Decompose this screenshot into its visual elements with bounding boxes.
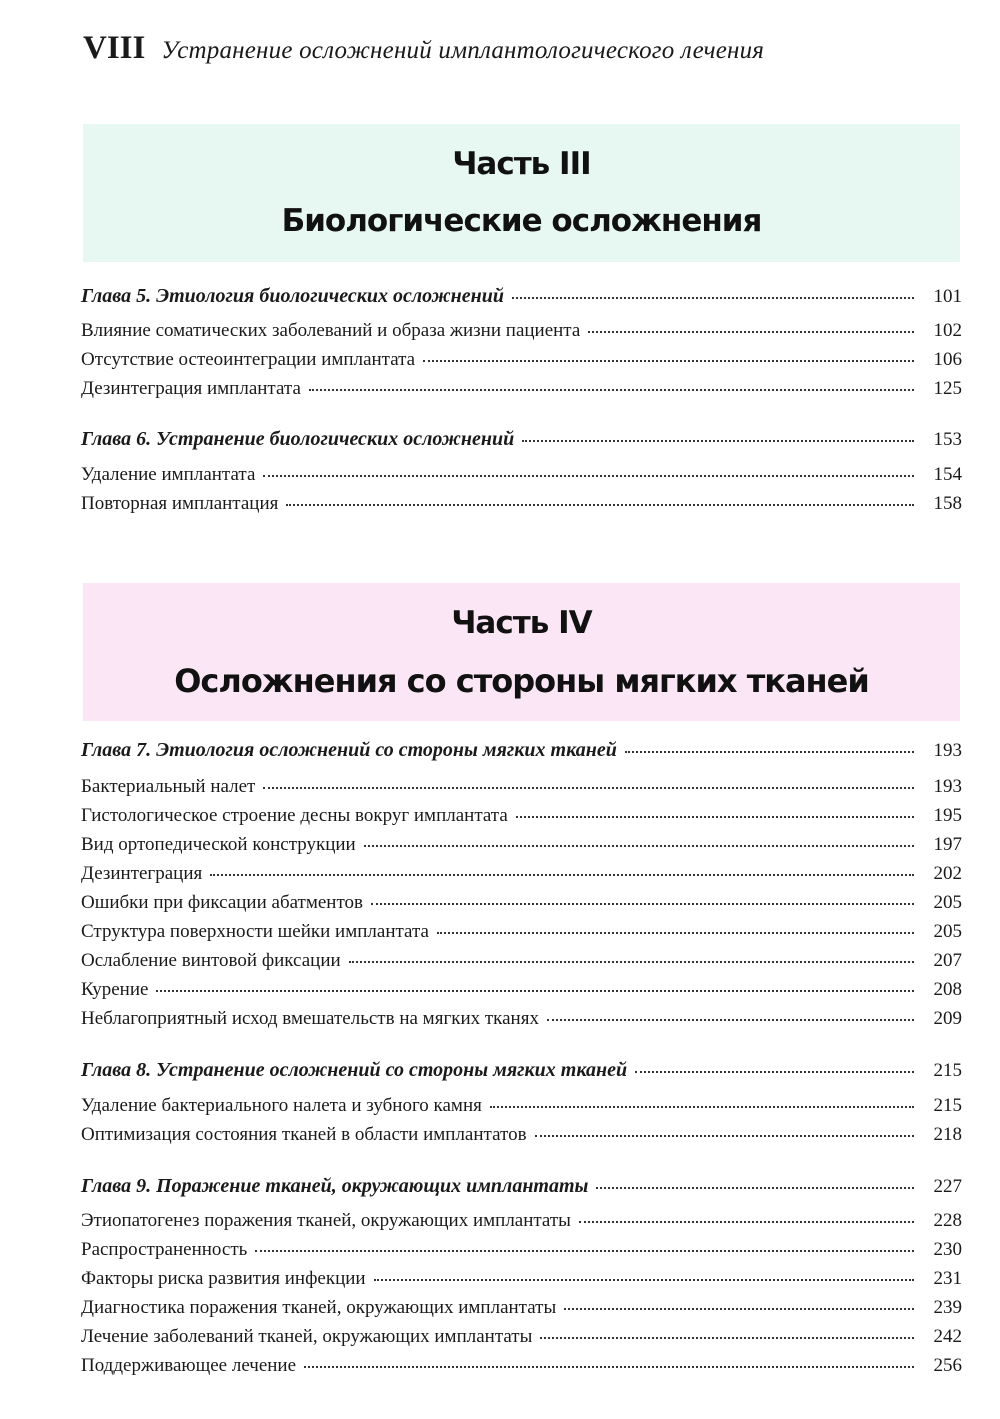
toc-entry[interactable] bbox=[81, 1268, 962, 1290]
toc-page-number: 230 bbox=[933, 1239, 962, 1260]
toc-page-number: 208 bbox=[933, 979, 962, 1000]
toc-page-number: 239 bbox=[933, 1297, 962, 1318]
leader-dots bbox=[635, 1071, 914, 1073]
leader-dots bbox=[156, 990, 914, 992]
toc-entry-label: Факторы риска развития инфекции bbox=[81, 1268, 366, 1289]
toc-chapter-label: Глава 9. Поражение тканей, окружающих имплантаты bbox=[81, 1175, 589, 1197]
toc-entry-label: Лечение заболеваний тканей, окружающих имплантаты bbox=[81, 1326, 533, 1347]
toc-page-number: 215 bbox=[933, 1095, 962, 1116]
leader-dots bbox=[286, 504, 914, 506]
leader-dots bbox=[625, 751, 914, 753]
toc-page-number: 207 bbox=[933, 950, 962, 971]
toc-entry-label: Поддерживающее лечение bbox=[81, 1355, 297, 1376]
toc-entry[interactable] bbox=[81, 892, 962, 914]
toc-entry-label: Повторная имплантация bbox=[81, 493, 279, 514]
toc-entry-label: Диагностика поражения тканей, окружающих имплантаты bbox=[81, 1297, 557, 1318]
toc-page-number: 125 bbox=[933, 378, 962, 399]
toc-entry[interactable] bbox=[81, 834, 962, 856]
part-3-banner bbox=[83, 124, 960, 262]
toc-entry[interactable] bbox=[81, 349, 962, 371]
toc-entry[interactable] bbox=[81, 320, 962, 342]
toc-entry[interactable] bbox=[81, 863, 962, 885]
leader-dots bbox=[210, 874, 914, 876]
toc-page-number: 256 bbox=[933, 1355, 962, 1376]
toc-page-number: 193 bbox=[933, 740, 962, 761]
toc-page-number: 227 bbox=[933, 1176, 962, 1197]
leader-dots bbox=[309, 389, 914, 391]
toc-entry[interactable] bbox=[81, 805, 962, 827]
toc-entry[interactable] bbox=[81, 1008, 962, 1030]
leader-dots bbox=[522, 440, 914, 442]
leader-dots bbox=[304, 1366, 914, 1368]
toc-page-number: 218 bbox=[933, 1124, 962, 1145]
toc-entry-label: Дезинтеграция bbox=[81, 863, 203, 884]
toc-chapter-5[interactable] bbox=[81, 285, 962, 308]
toc-entry[interactable] bbox=[81, 950, 962, 972]
toc-entry-label: Вид ортопедической конструкции bbox=[81, 834, 356, 855]
toc-entry[interactable] bbox=[81, 1355, 962, 1377]
part-4-title: Осложнения со стороны мягких тканей bbox=[174, 661, 869, 700]
toc-page-number: 101 bbox=[933, 286, 962, 307]
toc-chapter-label: Глава 5. Этиология биологических осложнений bbox=[81, 285, 504, 307]
toc-chapter-7[interactable] bbox=[81, 739, 962, 762]
leader-dots bbox=[371, 903, 914, 905]
part-3-number: Часть III bbox=[452, 146, 591, 182]
leader-dots bbox=[579, 1221, 914, 1223]
toc-entry-label: Курение bbox=[81, 979, 149, 1000]
toc-entry-label: Неблагоприятный исход вмешательств на мягких тканях bbox=[81, 1008, 539, 1029]
toc-page-number: 242 bbox=[933, 1326, 962, 1347]
running-head bbox=[83, 30, 963, 70]
part-4-number: Часть IV bbox=[451, 604, 592, 641]
toc-entry[interactable] bbox=[81, 921, 962, 943]
toc-entry[interactable] bbox=[81, 464, 962, 486]
toc-page-number: 231 bbox=[933, 1268, 962, 1289]
toc-entry[interactable] bbox=[81, 1124, 962, 1146]
leader-dots bbox=[423, 360, 914, 362]
toc-page-number: 102 bbox=[933, 320, 962, 341]
leader-dots bbox=[596, 1187, 914, 1189]
toc-entry-label: Дезинтеграция имплантата bbox=[81, 378, 301, 399]
book-title: Устранение осложнений имплантологического лечения bbox=[161, 37, 765, 64]
toc-entry-label: Этиопатогенез поражения тканей, окружающих имплантаты bbox=[81, 1210, 571, 1231]
toc-entry-label: Ослабление винтовой фиксации bbox=[81, 950, 341, 971]
toc-page-number: 106 bbox=[933, 349, 962, 370]
leader-dots bbox=[547, 1019, 914, 1021]
toc-page-number: 209 bbox=[933, 1008, 962, 1029]
leader-dots bbox=[564, 1308, 914, 1310]
toc-chapter-label: Глава 7. Этиология осложнений со стороны мягких тканей bbox=[81, 739, 617, 761]
part-3-title: Биологические осложнения bbox=[281, 203, 762, 239]
toc-entry[interactable] bbox=[81, 979, 962, 1001]
part-4-banner bbox=[83, 583, 960, 721]
toc-page-number: 197 bbox=[933, 834, 962, 855]
toc-entry-label: Структура поверхности шейки имплантата bbox=[81, 921, 429, 942]
leader-dots bbox=[364, 845, 914, 847]
toc-chapter-6[interactable] bbox=[81, 428, 962, 451]
toc-chapter-8[interactable] bbox=[81, 1059, 962, 1082]
toc-entry-label: Распространенность bbox=[81, 1239, 248, 1260]
toc-entry[interactable] bbox=[81, 1239, 962, 1261]
toc-entry[interactable] bbox=[81, 776, 962, 798]
toc-page-number: 228 bbox=[933, 1210, 962, 1231]
toc-page-number: 205 bbox=[933, 921, 962, 942]
toc-page-number: 202 bbox=[933, 863, 962, 884]
leader-dots bbox=[437, 932, 914, 934]
leader-dots bbox=[516, 816, 914, 818]
toc-page-number: 153 bbox=[933, 429, 962, 450]
toc-chapter-9[interactable] bbox=[81, 1175, 962, 1198]
toc-entry-label: Удаление бактериального налета и зубного камня bbox=[81, 1095, 482, 1116]
toc-page-number: 195 bbox=[933, 805, 962, 826]
leader-dots bbox=[535, 1135, 914, 1137]
toc-entry[interactable] bbox=[81, 1210, 962, 1232]
toc-entry[interactable] bbox=[81, 1326, 962, 1348]
toc-page-number: 205 bbox=[933, 892, 962, 913]
toc-entry[interactable] bbox=[81, 378, 962, 400]
leader-dots bbox=[263, 475, 914, 477]
leader-dots bbox=[263, 787, 914, 789]
leader-dots bbox=[490, 1106, 914, 1108]
leader-dots bbox=[512, 297, 914, 299]
toc-entry-label: Удаление имплантата bbox=[81, 464, 256, 485]
toc-entry-label: Ошибки при фиксации абатментов bbox=[81, 892, 364, 913]
leader-dots bbox=[255, 1250, 914, 1252]
toc-entry-label: Гистологическое строение десны вокруг имплантата bbox=[81, 805, 508, 826]
toc-page-number: 154 bbox=[933, 464, 962, 485]
toc-chapter-label: Глава 8. Устранение осложнений со стороны мягких тканей bbox=[81, 1059, 628, 1081]
toc-page-number: 215 bbox=[933, 1060, 962, 1081]
toc-entry[interactable] bbox=[81, 1297, 962, 1319]
page-number-roman: VIII bbox=[83, 30, 146, 66]
leader-dots bbox=[374, 1279, 914, 1281]
toc-entry-label: Отсутствие остеоинтеграции имплантата bbox=[81, 349, 416, 370]
toc-entry-label: Влияние соматических заболеваний и образа жизни пациента bbox=[81, 320, 581, 341]
toc-entry-label: Оптимизация состояния тканей в области имплантатов bbox=[81, 1124, 527, 1145]
toc-page-number: 193 bbox=[933, 776, 962, 797]
toc-entry-label: Бактериальный налет bbox=[81, 776, 256, 797]
toc-entry[interactable] bbox=[81, 493, 962, 515]
leader-dots bbox=[540, 1337, 914, 1339]
toc-chapter-label: Глава 6. Устранение биологических осложнений bbox=[81, 428, 515, 450]
leader-dots bbox=[349, 961, 914, 963]
leader-dots bbox=[588, 331, 914, 333]
toc-page-number: 158 bbox=[933, 493, 962, 514]
toc-entry[interactable] bbox=[81, 1095, 962, 1117]
